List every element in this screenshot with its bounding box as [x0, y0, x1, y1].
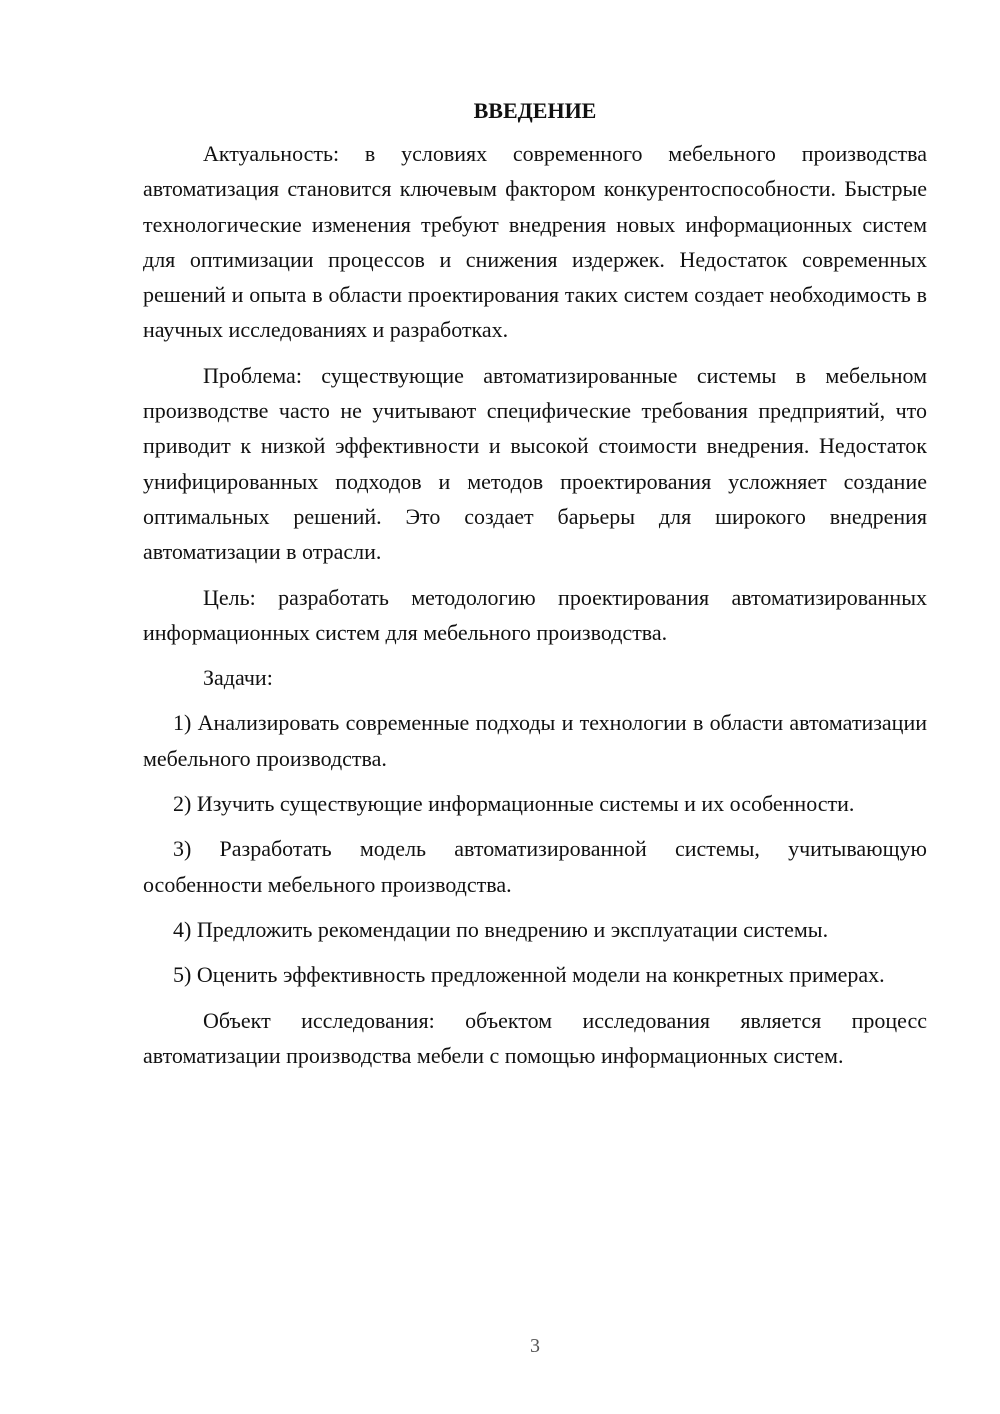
task-item-3: 3) Разработать модель автоматизированной системы, учитывающую особенности мебельного производства.: [143, 836, 927, 897]
section-heading: ВВЕДЕНИЕ: [473, 98, 597, 123]
research-object-paragraph: Объект исследования: объектом исследования является процесс автоматизации производства мебели с помощью информационных систем.: [143, 1007, 927, 1068]
task-item-4: 4) Предложить рекомендации по внедрению и эксплуатации системы.: [173, 916, 829, 942]
task-item-5: 5) Оценить эффективность предложенной модели на конкретных примерах.: [173, 962, 885, 988]
relevance-paragraph: Актуальность: в условиях современного мебельного производства автоматизация становится ключевым фактором конкурентоспособности. Быстрые технологические изменения требуют внедрения новых информационных систем для оптимизации процессов и снижения издержек. Недостаток современных решений и опыта в области проектирования таких систем создает необходимость в научных исследованиях и разработках.: [143, 141, 927, 343]
document-page: [143, 96, 927, 1083]
page-number: 3: [530, 1335, 540, 1357]
tasks-label: Задачи:: [203, 665, 273, 691]
task-item-2: 2) Изучить существующие информационные системы и их особенности.: [173, 791, 855, 817]
goal-paragraph: Цель: разработать методологию проектирования автоматизированных информационных систем для мебельного производства.: [143, 584, 927, 645]
problem-paragraph: Проблема: существующие автоматизированные системы в мебельном производстве часто не учитывают специфические требования предприятий, что приводит к низкой эффективности и высокой стоимости внедрения. Недостаток унифицированных подходов и методов проектирования усложняет создание оптимальных решений. Это создает барьеры для широкого внедрения автоматизации в отрасли.: [143, 362, 927, 565]
task-item-1: 1) Анализировать современные подходы и технологии в области автоматизации мебельного производства.: [143, 710, 927, 771]
